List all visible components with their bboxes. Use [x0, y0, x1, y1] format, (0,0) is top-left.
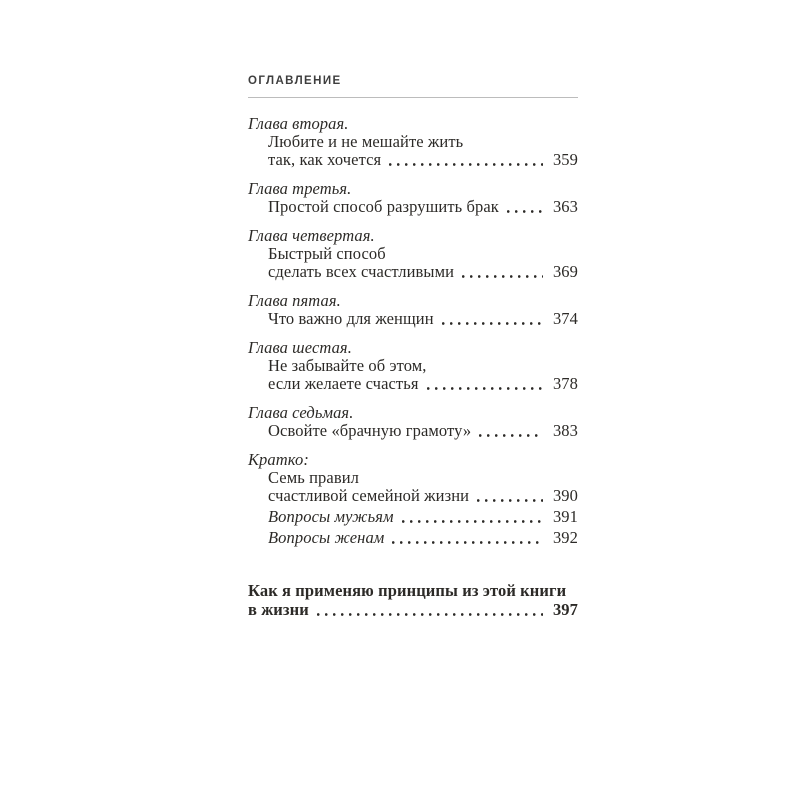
toc-line: Не забывайте об этом, [268, 356, 427, 375]
toc-line-text: Освойте «брачную грамоту» [268, 421, 472, 440]
toc-line [248, 310, 578, 328]
toc [248, 74, 578, 619]
toc-line-text: Вопросы мужьям [268, 507, 394, 526]
toc-line: Как я применяю принципы из этой книги [248, 581, 567, 600]
toc-line-text: Вопросы женам [268, 528, 385, 547]
toc-entry [248, 451, 578, 547]
toc-header-title: ОГЛАВЛЕНИЕ [248, 75, 342, 87]
page-number: 383 [552, 421, 578, 440]
final-entry [248, 581, 578, 619]
toc-entry [248, 180, 578, 216]
toc-line [248, 375, 578, 393]
page-number: 374 [552, 309, 578, 328]
toc-line: Любите и не мешайте жить [268, 132, 464, 151]
dot-leader [462, 275, 543, 278]
dot-leader [317, 613, 543, 616]
page-number: 363 [552, 197, 578, 216]
toc-line [248, 198, 578, 216]
toc-line [248, 600, 578, 619]
dot-leader [477, 499, 543, 502]
toc-line-text: счастливой семейной жизни [268, 486, 470, 505]
toc-line [248, 151, 578, 169]
toc-line: Семь правил [268, 468, 359, 487]
dot-leader [402, 520, 543, 523]
page-number: 391 [552, 507, 578, 526]
toc-line [248, 487, 578, 505]
page-number: 369 [552, 262, 578, 281]
toc-entry [248, 292, 578, 328]
toc-line [248, 529, 578, 547]
dot-leader [389, 163, 543, 166]
toc-line-text: если желаете счастья [268, 374, 419, 393]
section-heading: Кратко: [248, 450, 309, 469]
toc-line-text: сделать всех счастливыми [268, 262, 455, 281]
chapter-heading: Глава шестая. [248, 338, 352, 357]
chapter-heading: Глава вторая. [248, 114, 349, 133]
toc-line [248, 422, 578, 440]
toc-entry [248, 404, 578, 440]
toc-entry [248, 227, 578, 281]
dot-leader [427, 387, 543, 390]
dot-leader [507, 210, 543, 213]
page-number: 390 [552, 486, 578, 505]
page-number: 378 [552, 374, 578, 393]
toc-entry [248, 115, 578, 169]
toc-line-text: так, как хочется [268, 150, 382, 169]
toc-line-text: Что важно для женщин [268, 309, 434, 328]
dot-leader [392, 541, 543, 544]
dot-leader [442, 322, 543, 325]
chapter-heading: Глава четвертая. [248, 226, 375, 245]
chapter-heading: Глава седьмая. [248, 403, 354, 422]
toc-entry [248, 339, 578, 393]
page-number: 359 [552, 150, 578, 169]
toc-rule [248, 97, 578, 98]
toc-line [248, 263, 578, 281]
chapter-heading: Глава третья. [248, 179, 352, 198]
toc-line-text: Простой способ разрушить брак [268, 197, 499, 216]
toc-line: Быстрый способ [268, 244, 386, 263]
chapter-heading: Глава пятая. [248, 291, 341, 310]
page-number: 392 [552, 528, 578, 547]
page-number: 397 [552, 600, 578, 619]
toc-line-text: в жизни [248, 600, 309, 619]
toc-line [248, 508, 578, 526]
dot-leader [479, 434, 543, 437]
